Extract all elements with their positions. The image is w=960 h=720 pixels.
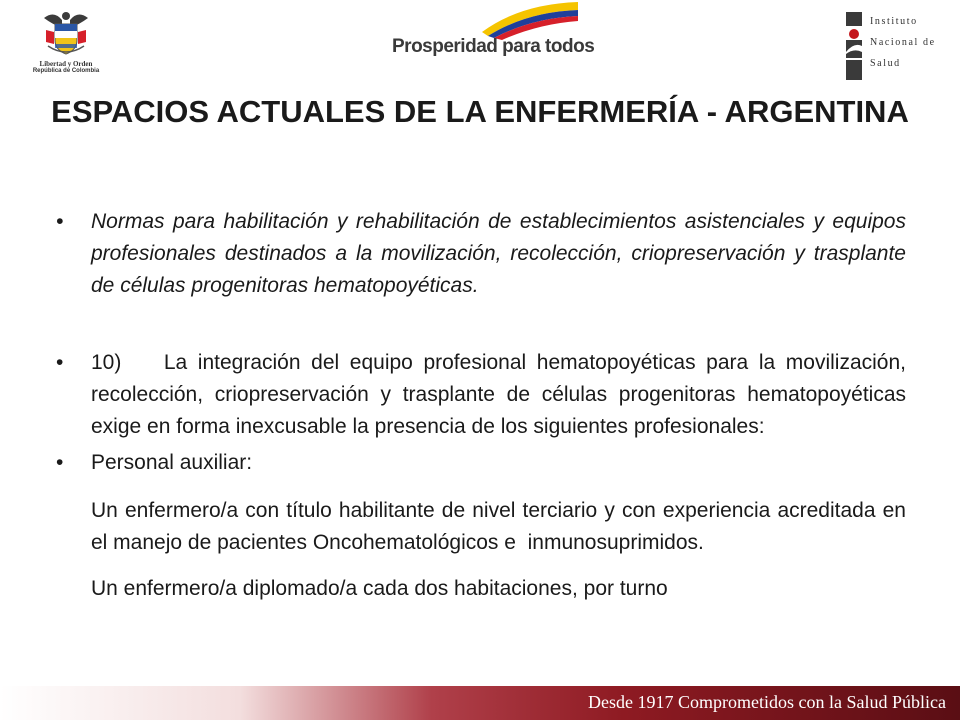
bullet-icon: • [56,210,64,233]
paragraph: Un enfermero/a con título habilitante de nivel terciario y con experiencia acreditada en el manejo de pacientes Oncohematológicos e inmunosuprimidos. [91,499,912,554]
bullet-item [56,347,930,443]
colombia-coat-of-arms-icon [40,8,92,58]
bullet-item [56,447,906,479]
prosperidad-text: Prosperidad para todos [392,36,595,57]
ins-logo [842,12,952,80]
ins-line-2: Nacional de [870,37,936,48]
bullet-text: Normas para habilitación y rehabilitación de establecimientos asistenciales y equipos profesionales destinados a la movilización, recolección, criopreservación y trasplante de células progenitoras hematopoyéticas. [91,210,906,297]
bullet-icon: • [56,351,64,374]
bullet-text: 10) La integración del equipo profesional hematopoyéticas para la movilización, recolección, criopreservación y trasplante de células progenitoras hematopoyéticas exige en forma inexcusable la presencia de los siguientes profesionales: [91,351,930,438]
footer-slogan: Desde 1917 Comprometidos con la Salud Pública [588,692,946,712]
bullet-text: Personal auxiliar: [91,451,253,474]
coat-of-arms-motto: Libertad y Orden [39,60,93,68]
footer-banner [0,686,960,720]
slide-content [56,206,930,605]
ins-logo-icon [842,12,866,80]
paragraph: Un enfermero/a diplomado/a cada dos habitaciones, por turno [91,577,668,600]
bullet-item [56,206,906,302]
colombia-government-logo [30,8,102,82]
colombia-flag-stripe-icon [480,0,580,40]
slide-title: ESPACIOS ACTUALES DE LA ENFERMERÍA - ARGENTINA [51,94,909,129]
coat-of-arms-country: República de Colombia [32,68,100,74]
prosperidad-logo [390,0,595,70]
ins-line-3: Salud [870,58,901,69]
bullet-icon: • [56,451,64,474]
ins-line-1: Instituto [870,16,918,27]
